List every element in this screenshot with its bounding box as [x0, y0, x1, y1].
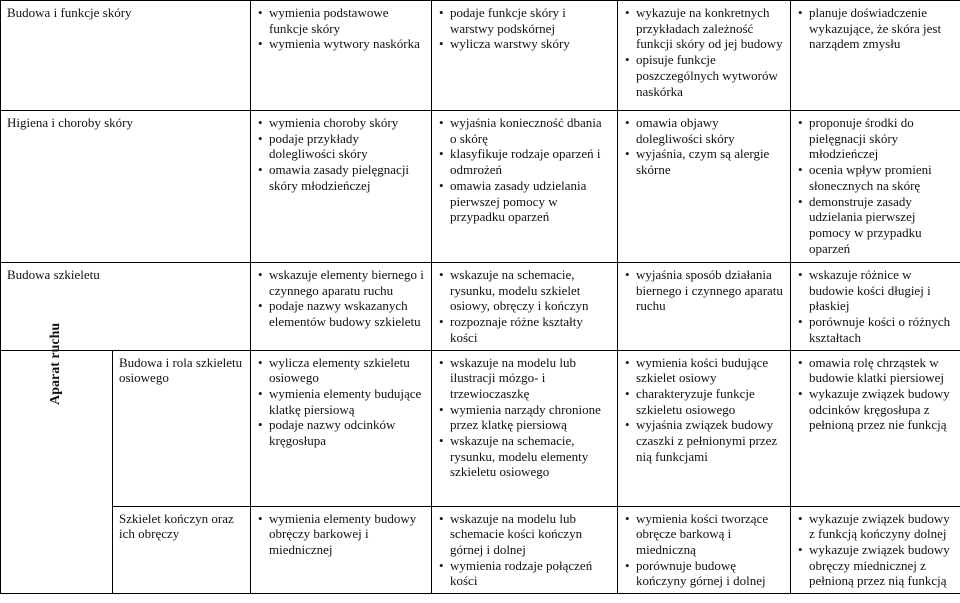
list-item: • wymienia rodzaje połączeń kości: [438, 558, 611, 589]
list-item: • proponuje środki do pielęgnacji skóry młodzieńczej: [797, 115, 954, 162]
table-row: [1, 111, 960, 263]
requirement-cell: [432, 263, 618, 351]
list-item: • wskazuje na schemacie, rysunku, modelu elementy szkieletu osiowego: [438, 433, 611, 480]
list-item: • wymienia kości budujące szkielet osiowy: [624, 355, 784, 386]
topic-label: Szkielet kończyn oraz ich obręczy: [119, 510, 234, 542]
list-item: • rozpoznaje różne kształty kości: [438, 314, 611, 345]
list-item: • wymienia choroby skóry: [257, 115, 425, 131]
requirement-list: [438, 355, 611, 481]
requirement-cell: [432, 111, 618, 263]
topic-cell: [1, 111, 251, 263]
list-item: • porównuje budowę kończyny górnej i dolnej: [624, 558, 784, 589]
requirement-cell: [618, 263, 791, 351]
requirement-list: [797, 267, 954, 346]
requirement-cell: [618, 1, 791, 111]
requirement-list: [438, 267, 611, 346]
requirement-list: [257, 511, 425, 558]
list-item: • wylicza elementy szkieletu osiowego: [257, 355, 425, 386]
list-item: • wyjaśnia, czym są alergie skórne: [624, 146, 784, 177]
requirement-list: [797, 355, 954, 434]
requirement-cell: [618, 111, 791, 263]
list-item: • omawia rolę chrząstek w budowie klatki piersiowej: [797, 355, 954, 386]
list-item: • wykazuje związek budowy odcinków kręgosłupa z pełnioną przez nie funkcją: [797, 386, 954, 433]
topic-label: Budowa i rola szkieletu osiowego: [119, 354, 243, 386]
requirement-cell: [791, 350, 960, 506]
requirement-list: [257, 115, 425, 194]
list-item: • demonstruje zasady udzielania pierwszej pomocy w przypadku oparzeń: [797, 194, 954, 257]
list-item: • omawia zasady udzielania pierwszej pomocy w przypadku oparzeń: [438, 178, 611, 225]
requirement-list: [257, 5, 425, 52]
list-item: • wykazuje związek budowy obręczy miednicznej z pełnioną przez nią funkcją: [797, 542, 954, 589]
requirement-cell: [251, 263, 432, 351]
list-item: • klasyfikuje rodzaje oparzeń i odmrożeń: [438, 146, 611, 177]
requirement-cell: [618, 350, 791, 506]
list-item: • podaje nazwy odcinków kręgosłupa: [257, 417, 425, 448]
list-item: • wymienia narządy chronione przez klatkę piersiową: [438, 402, 611, 433]
list-item: • wymienia elementy budowy obręczy barkowej i miednicznej: [257, 511, 425, 558]
table-row: [1, 263, 960, 351]
requirement-cell: [618, 506, 791, 594]
topic-cell: [113, 350, 251, 506]
list-item: • wymienia wytwory naskórka: [257, 36, 425, 52]
list-item: • planuje doświadczenie wykazujące, że skóra jest narządem zmysłu: [797, 5, 954, 52]
requirement-list: [624, 355, 784, 465]
table-row: [1, 1, 960, 111]
requirement-cell: [432, 1, 618, 111]
topic-cell: [113, 506, 251, 594]
list-item: • opisuje funkcje poszczególnych wytworów naskórka: [624, 52, 784, 99]
requirement-list: [797, 5, 954, 52]
requirement-cell: [432, 350, 618, 506]
list-item: • charakteryzuje funkcje szkieletu osiowego: [624, 386, 784, 417]
table-body: [1, 1, 960, 594]
requirement-list: [257, 267, 425, 330]
requirement-cell: [251, 350, 432, 506]
list-item: • podaje nazwy wskazanych elementów budowy szkieletu: [257, 298, 425, 329]
list-item: • ocenia wpływ promieni słonecznych na skórę: [797, 162, 954, 193]
requirement-cell: [432, 506, 618, 594]
requirement-list: [797, 115, 954, 256]
topic-cell: [1, 263, 251, 351]
requirement-list: [624, 115, 784, 178]
list-item: • wskazuje na schemacie, rysunku, modelu szkielet osiowy, obręczy i kończyn: [438, 267, 611, 314]
requirement-cell: [791, 506, 960, 594]
list-item: • podaje funkcje skóry i warstwy podskórnej: [438, 5, 611, 36]
requirement-list: [438, 511, 611, 590]
list-item: • wskazuje na modelu lub ilustracji mózgo- i trzewioczaszkę: [438, 355, 611, 402]
list-item: • wskazuje różnice w budowie kości długiej i płaskiej: [797, 267, 954, 314]
list-item: • wyjaśnia konieczność dbania o skórę: [438, 115, 611, 146]
section-label: Aparat ruchu: [48, 322, 64, 405]
list-item: • wymienia kości tworzące obręcze barkową i miedniczną: [624, 511, 784, 558]
section-cell: [1, 322, 113, 594]
list-item: • wylicza warstwy skóry: [438, 36, 611, 52]
list-item: • omawia zasady pielęgnacji skóry młodzieńczej: [257, 162, 425, 193]
requirement-list: [438, 115, 611, 225]
list-item: • wyjaśnia związek budowy czaszki z pełnionymi przez nią funkcjami: [624, 417, 784, 464]
list-item: • wykazuje na konkretnych przykładach zależność funkcji skóry od jej budowy: [624, 5, 784, 52]
list-item: • wymienia podstawowe funkcje skóry: [257, 5, 425, 36]
list-item: • wskazuje na modelu lub schemacie kości kończyn górnej i dolnej: [438, 511, 611, 558]
requirement-list: [438, 5, 611, 52]
list-item: • porównuje kości o różnych kształtach: [797, 314, 954, 345]
list-item: • wyjaśnia sposób działania biernego i czynnego aparatu ruchu: [624, 267, 784, 314]
topic-label: Budowa i funkcje skóry: [7, 5, 132, 20]
requirement-cell: [251, 1, 432, 111]
requirement-cell: [251, 506, 432, 594]
requirement-list: [797, 511, 954, 590]
topic-label: Budowa szkieletu: [7, 267, 100, 282]
requirement-list: [257, 355, 425, 449]
table-row: [1, 506, 960, 594]
requirement-cell: [791, 1, 960, 111]
requirement-list: [624, 511, 784, 590]
requirement-cell: [251, 111, 432, 263]
list-item: • wymienia elementy budujące klatkę piersiową: [257, 386, 425, 417]
requirement-cell: [791, 111, 960, 263]
list-item: • podaje przykłady dolegliwości skóry: [257, 131, 425, 162]
requirement-list: [624, 267, 784, 314]
table-row: [1, 350, 960, 506]
topic-cell: [1, 1, 251, 111]
list-item: • wykazuje związek budowy z funkcją kończyny dolnej: [797, 511, 954, 542]
list-item: • wskazuje elementy biernego i czynnego aparatu ruchu: [257, 267, 425, 298]
requirement-cell: [791, 263, 960, 351]
topic-label: Higiena i choroby skóry: [7, 115, 134, 130]
list-item: • omawia objawy dolegliwości skóry: [624, 115, 784, 146]
requirement-list: [624, 5, 784, 99]
